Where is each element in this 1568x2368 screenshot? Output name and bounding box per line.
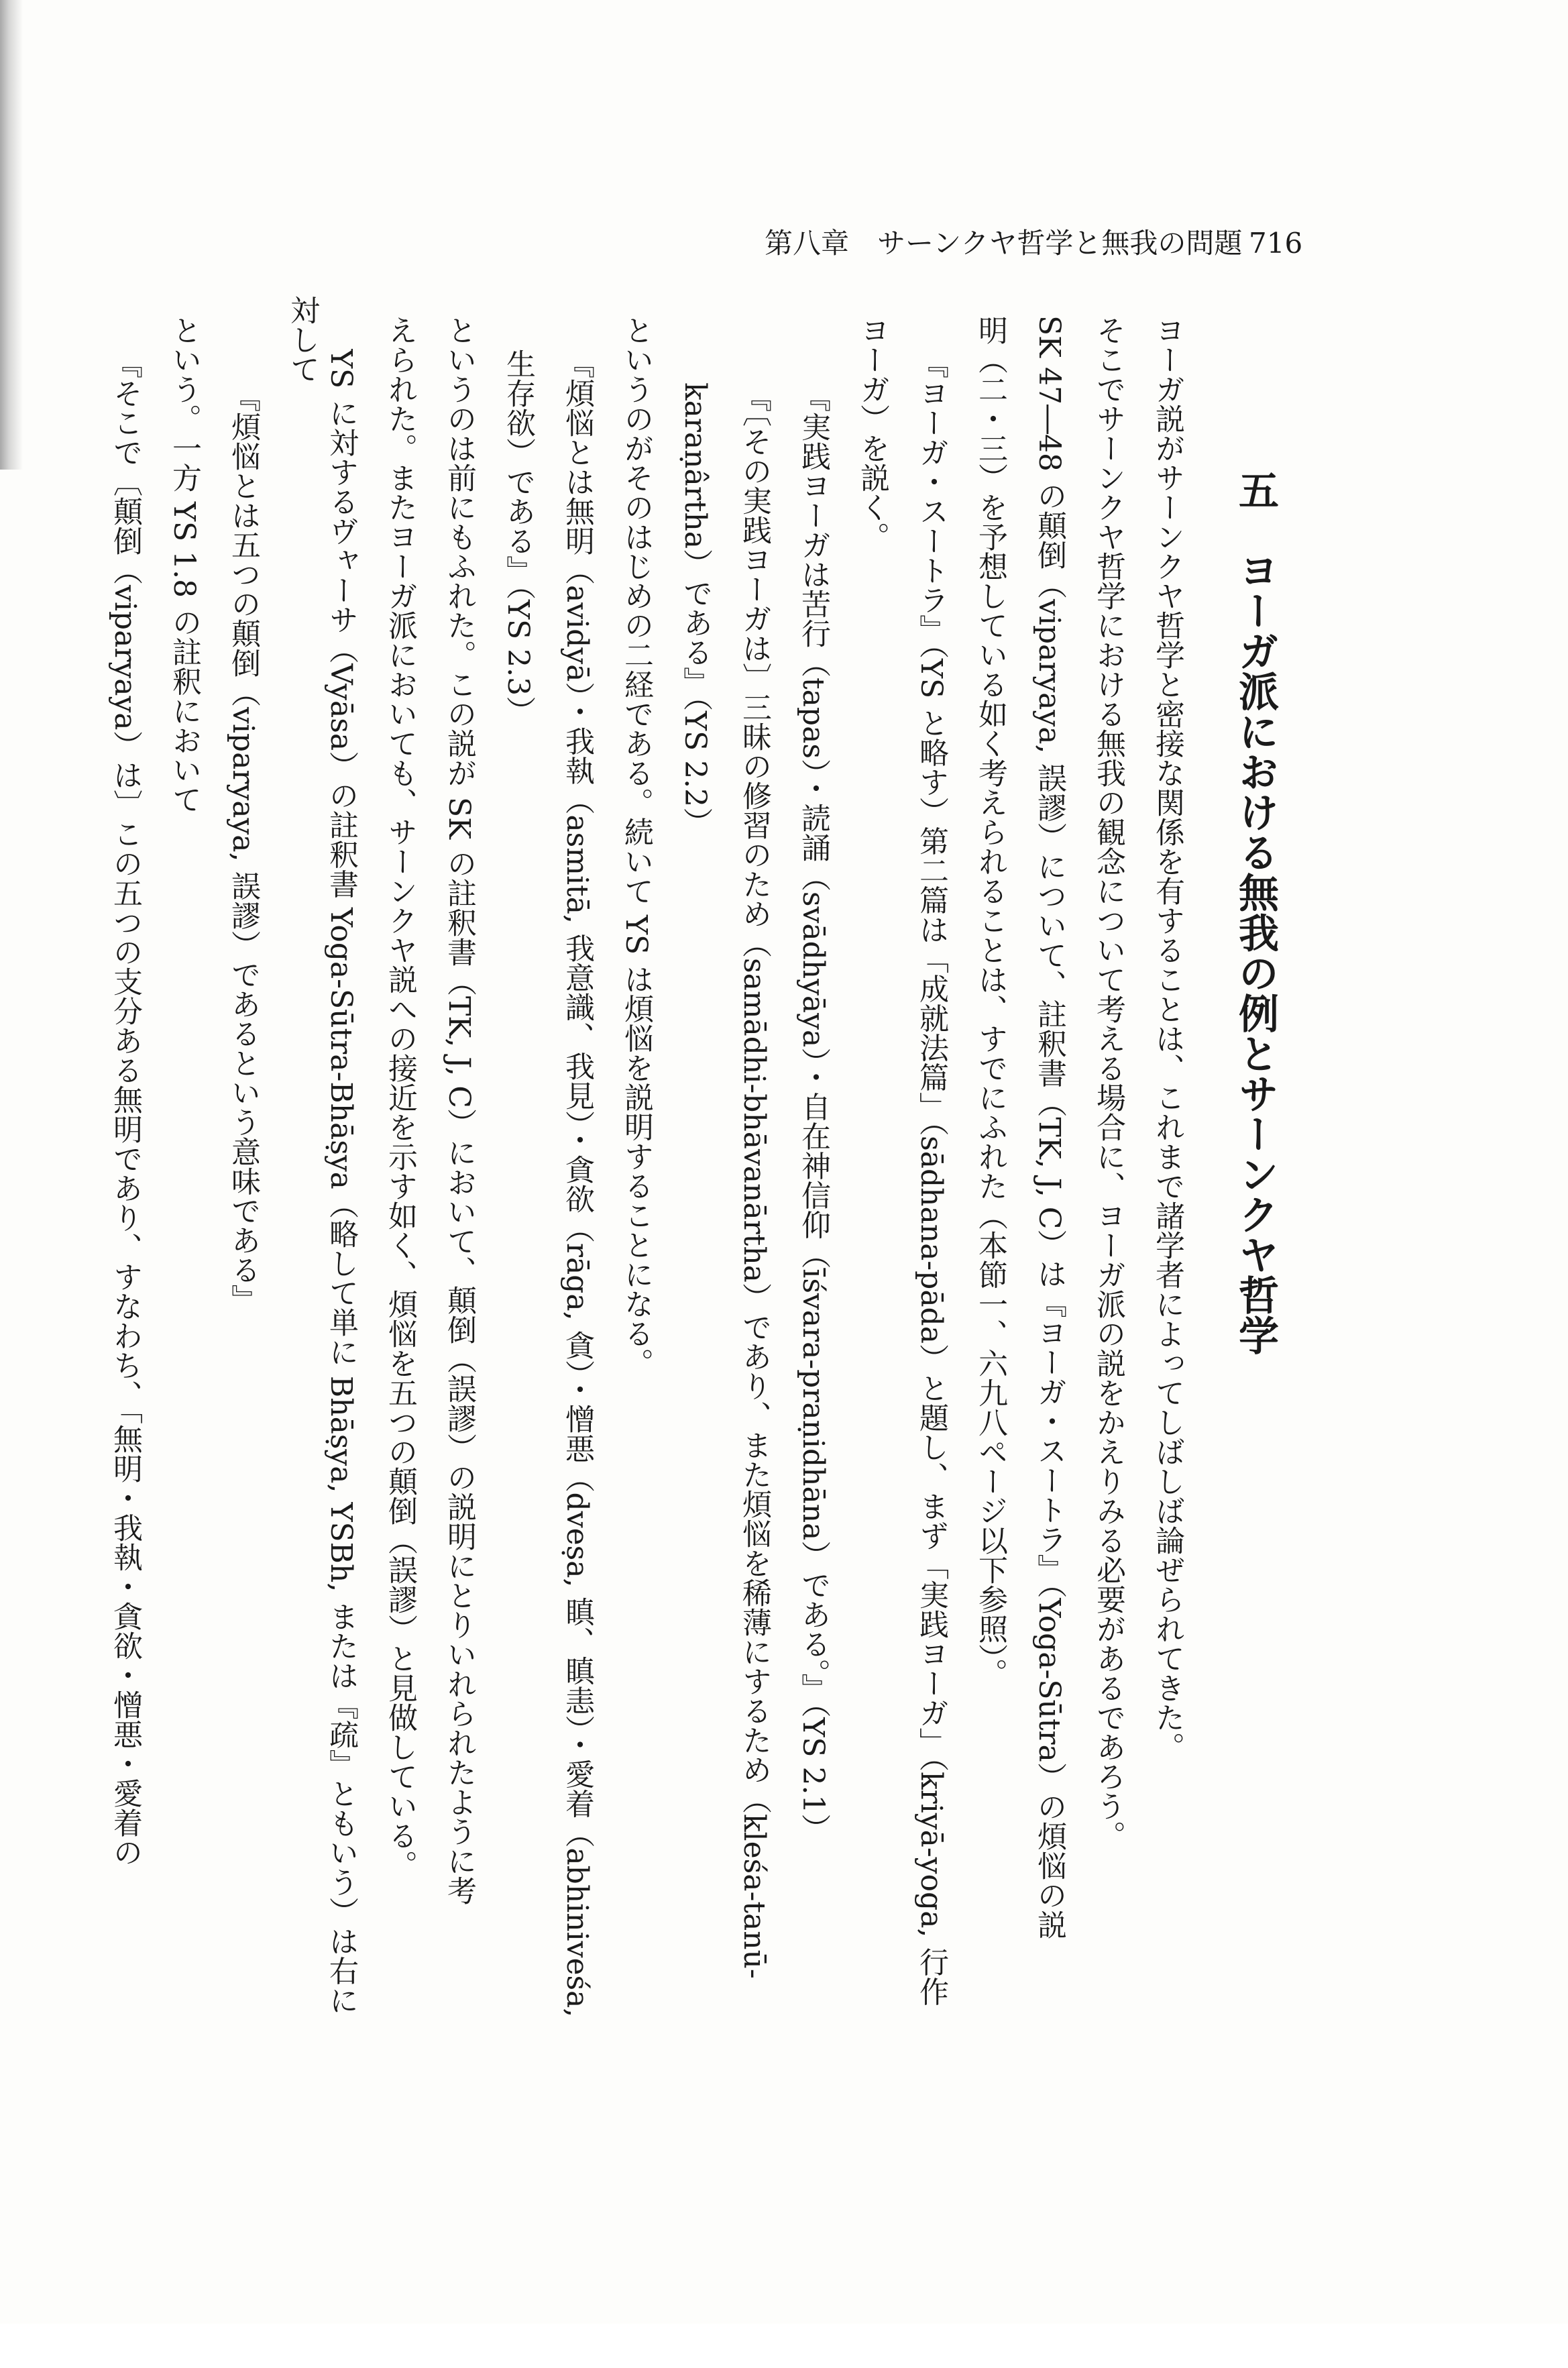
- running-head-chapter: 第八章 サーンクヤ哲学と無我の問題: [765, 227, 1243, 260]
- quote-line: 『そこで〔顛倒（viparyaya）は〕この五つの支分ある無明であり、すなわち、「無明・我執・貪欲・憎悪・愛着の: [108, 349, 142, 1867]
- text-line: 対して: [285, 295, 319, 384]
- quote-line: 『実践ヨーガは苦行（tapas）・読誦（svādhyāya）・自在神信仰（īśvara-praṇidhāna）である。』（YS 2.1）: [796, 382, 830, 1843]
- quote-line: 『〔その実践ヨーガは〕三昧の修習のため（samādhi-bhāvanārtha）であり、また煩悩を稀薄にするため（kleśa-tanū-: [737, 382, 771, 1979]
- text-line: というのは前にもふれた。この説が SK の註釈書（TK, J, C）において、顛倒（誤謬）の説明にとりいれられたように考: [442, 315, 476, 1905]
- section-heading: 五 ヨーガ派における無我の例とサーンクヤ哲学: [1232, 470, 1279, 1355]
- quote-line: 『煩悩とは無明（avidyā）・我執（asmitā, 我意識、我見）・貪欲（rāga, 貪）・憎悪（dveṣa, 瞋、瞋恚）・愛着（abhiniveśa,: [560, 349, 594, 2018]
- text-line: 『ヨーガ・スートラ』（YS と略す）第二篇は「成就法篇」（sādhana-pāda）と題し、まず「実践ヨーガ」（kriyā-yoga, 行作: [914, 349, 948, 2006]
- text-line: ヨーガ）を説く。: [855, 315, 889, 551]
- running-head: [765, 223, 1368, 264]
- text-line: というのがそのはじめの二経である。続いて YS は煩悩を説明することになる。: [619, 315, 653, 1378]
- text-line: えられた。またヨーガ派においても、サーンクヤ説への接近を示す如く、煩悩を五つの顛倒（誤謬）と見做している。: [383, 315, 417, 1880]
- text-line: そこでサーンクヤ哲学における無我の観念について考える場合に、ヨーガ派の説をかえりみる必要があるであろう。: [1091, 315, 1125, 1850]
- quote-line: 生存欲）である』（YS 2.3）: [501, 349, 535, 726]
- text-line: 明（二・三）を予想している如く考えられることは、すでにふれた（本節一、六九八ページ以下参照）。: [973, 315, 1007, 1688]
- quote-line: 『煩悩とは五つの顛倒（viparyaya, 誤謬）であるという意味である』: [226, 382, 260, 1314]
- scan-edge-shadow: [0, 0, 23, 470]
- text-line: という。一方 YS 1.8 の註釈において: [167, 315, 201, 814]
- quote-line: karaṇârtha）である』（YS 2.2）: [678, 382, 712, 837]
- text-line: YS に対するヴャーサ（Vyāsa）の註釈書 Yoga-Sūtra-Bhāṣya（略して単に Bhāṣya, YSBh, または『疏』ともいう）は右に: [324, 349, 358, 2015]
- text-line: SK 47―48 の顛倒（viparyaya, 誤謬）について、註釈書（TK, J, C）は『ヨーガ・スートラ』（Yoga-Sūtra）の煩悩の説: [1032, 315, 1066, 1939]
- page-number: 716: [1249, 227, 1303, 260]
- text-line: ヨーガ説がサーンクヤ哲学と密接な関係を有することは、これまで諸学者によってしばしば論ぜられてきた。: [1150, 315, 1184, 1762]
